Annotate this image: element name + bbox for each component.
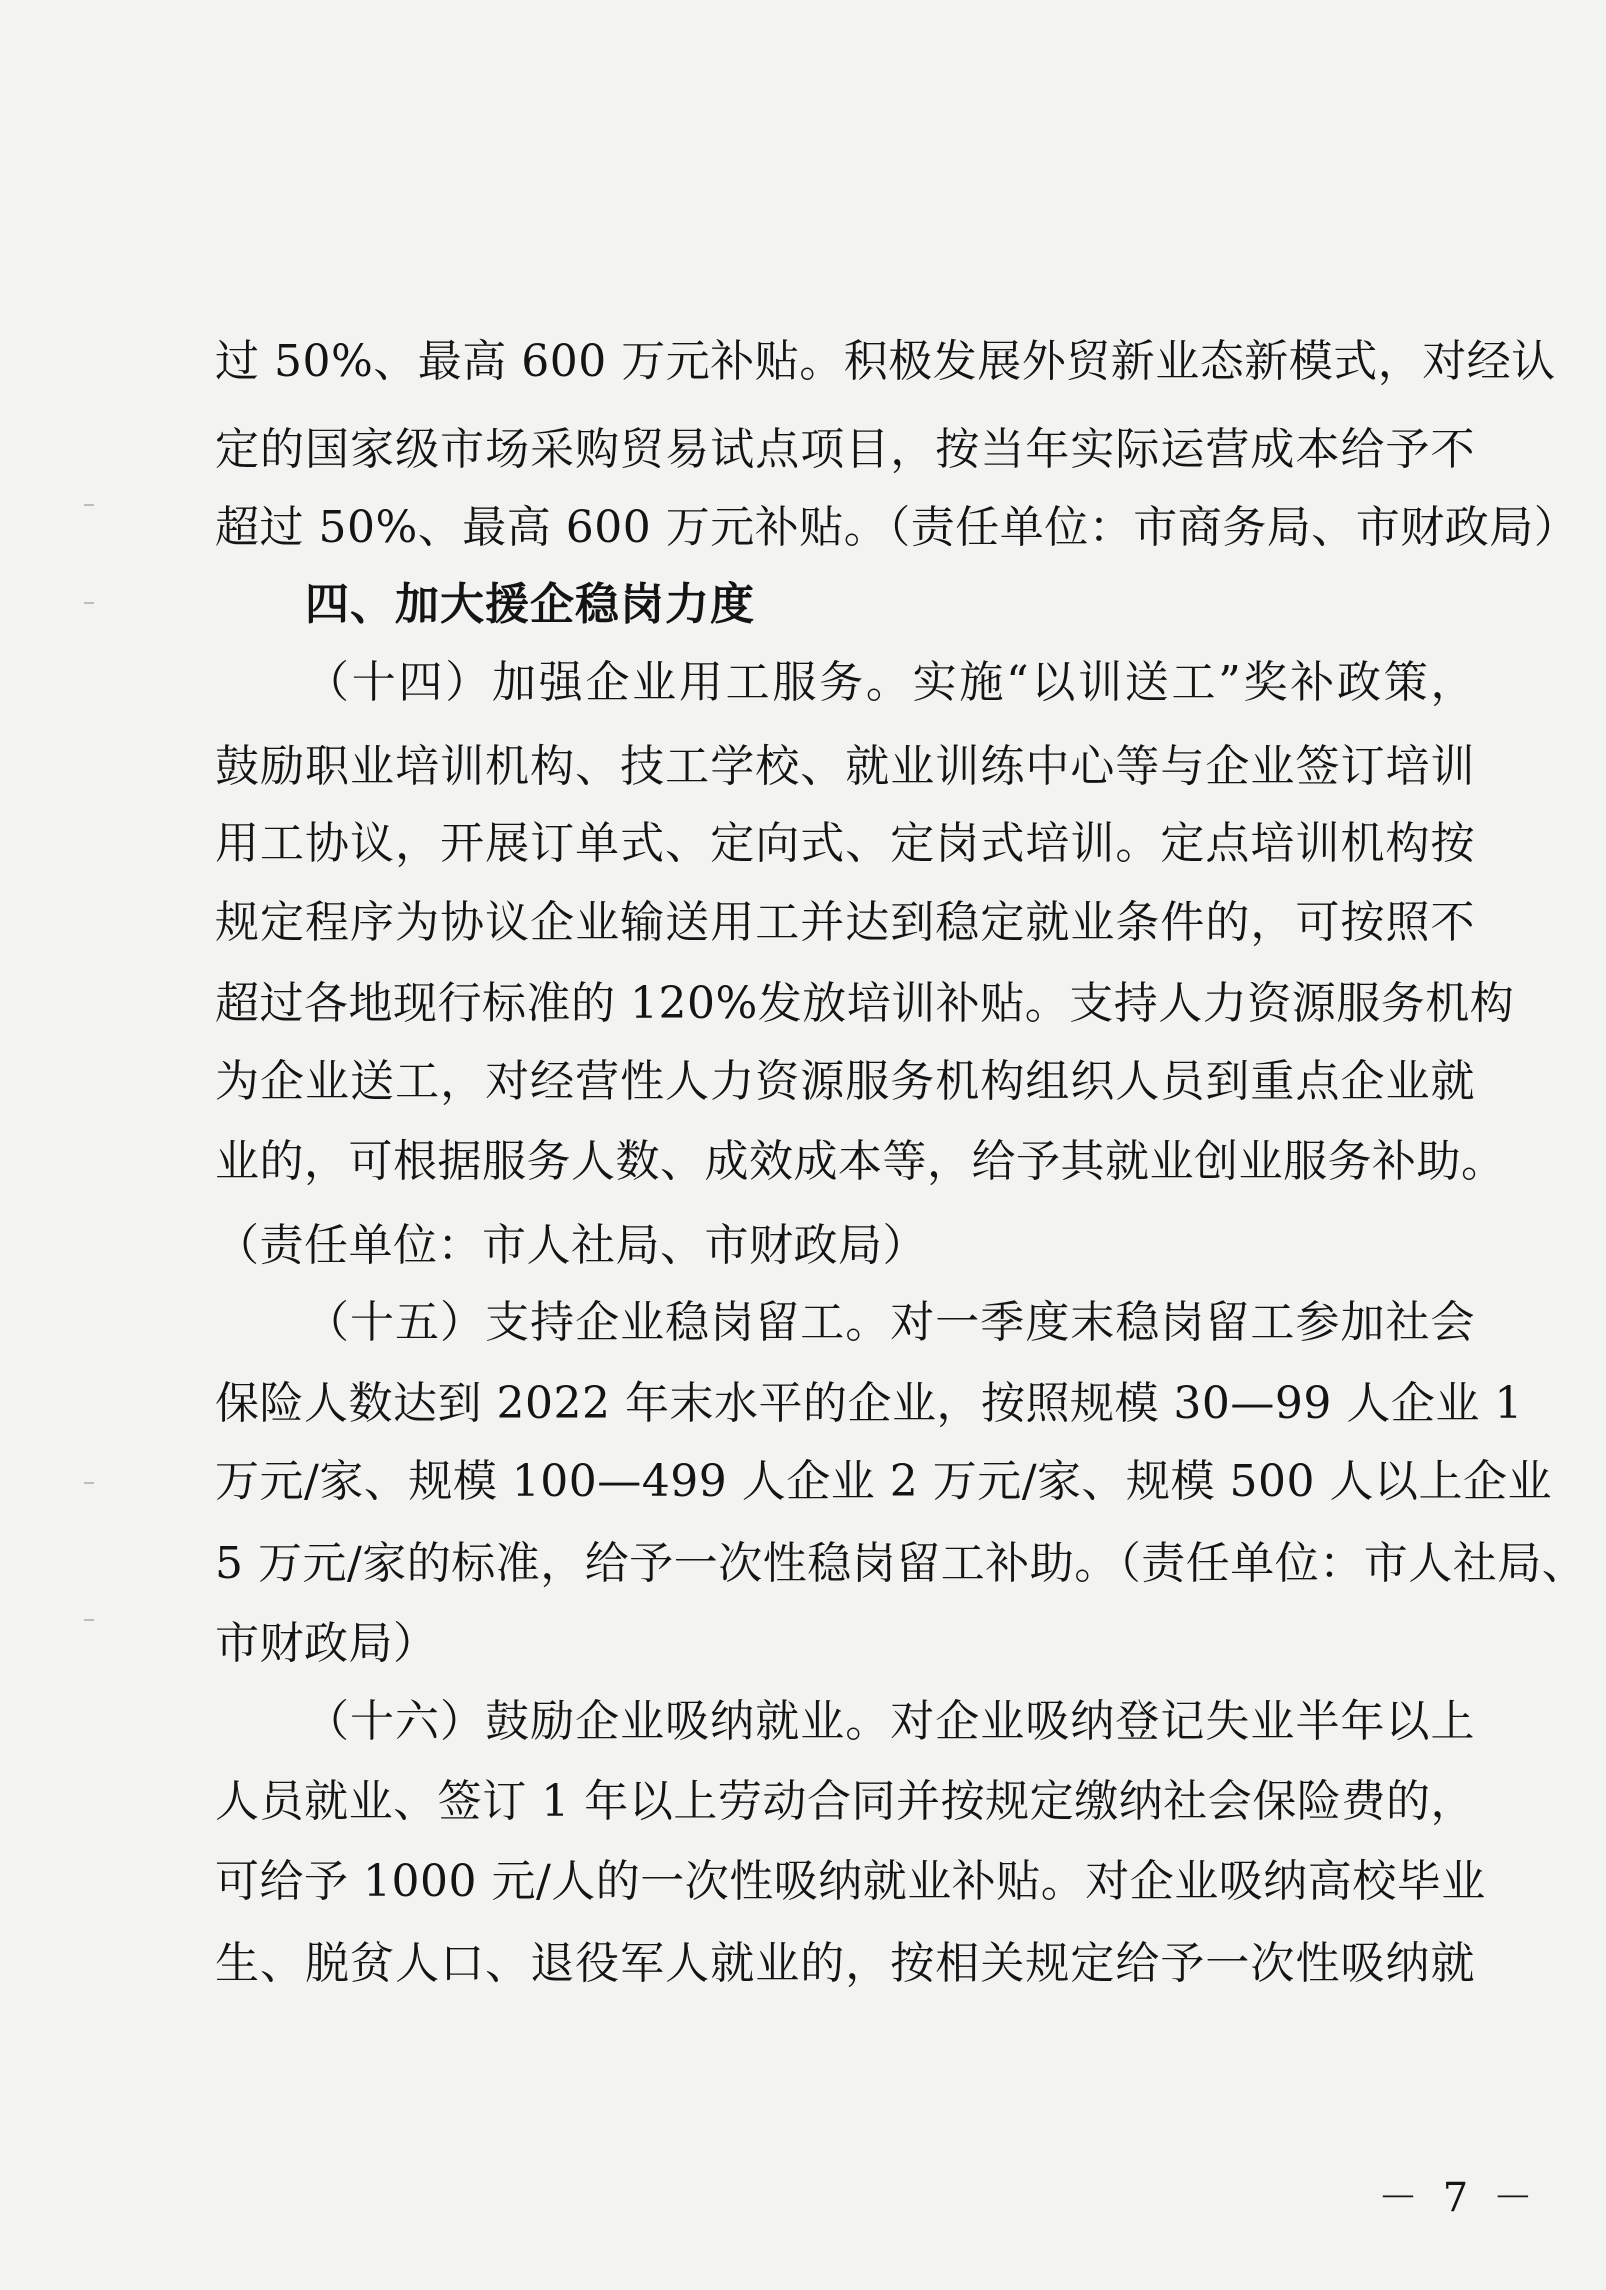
text-line: 超过 50%、最高 600 万元补贴。（责任单位：市商务局、市财政局）: [215, 502, 1579, 553]
text-line: 5 万元/家的标准，给予一次性稳岗留工补助。（责任单位：市人社局、: [215, 1538, 1587, 1589]
text-line: 过 50%、最高 600 万元补贴。积极发展外贸新业态新模式，对经认: [215, 336, 1556, 387]
text-line: 定的国家级市场采购贸易试点项目，按当年实际运营成本给予不: [215, 424, 1475, 475]
scan-mark: [84, 602, 94, 604]
text-line: 市财政局）: [215, 1618, 438, 1669]
scan-mark: [84, 1619, 94, 1621]
text-line: 保险人数达到 2022 年末水平的企业，按照规模 30—99 人企业 1: [215, 1378, 1523, 1429]
text-line: 生、脱贫人口、退役军人就业的，按相关规定给予一次性吸纳就: [215, 1938, 1475, 1989]
text-line: 为企业送工，对经营性人力资源服务机构组织人员到重点企业就: [215, 1056, 1475, 1107]
text-line: （责任单位：市人社局、市财政局）: [215, 1220, 927, 1271]
section-heading: 四、加大援企稳岗力度: [305, 579, 755, 630]
text-line: 规定程序为协议企业输送用工并达到稳定就业条件的，可按照不: [215, 897, 1475, 948]
page-number: － 7 －: [1378, 2175, 1539, 2221]
text-line: 超过各地现行标准的 120%发放培训补贴。支持人力资源服务机构: [215, 978, 1515, 1029]
text-line: （十四）加强企业用工服务。实施“以训送工”奖补政策，: [305, 657, 1475, 708]
scan-mark: [84, 1482, 94, 1484]
text-line: （十六）鼓励企业吸纳就业。对企业吸纳登记失业半年以上: [305, 1696, 1475, 1747]
text-line: 鼓励职业培训机构、技工学校、就业训练中心等与企业签订培训: [215, 741, 1475, 792]
text-line: 可给予 1000 元/人的一次性吸纳就业补贴。对企业吸纳高校毕业: [215, 1856, 1486, 1907]
text-line: （十五）支持企业稳岗留工。对一季度末稳岗留工参加社会: [305, 1297, 1475, 1348]
scan-mark: [84, 504, 94, 506]
text-line: 万元/家、规模 100—499 人企业 2 万元/家、规模 500 人以上企业: [215, 1456, 1553, 1507]
text-line: 用工协议，开展订单式、定向式、定岗式培训。定点培训机构按: [215, 818, 1475, 869]
text-line: 业的，可根据服务人数、成效成本等，给予其就业创业服务补助。: [215, 1136, 1506, 1187]
text-line: 人员就业、签订 1 年以上劳动合同并按规定缴纳社会保险费的，: [215, 1776, 1475, 1827]
